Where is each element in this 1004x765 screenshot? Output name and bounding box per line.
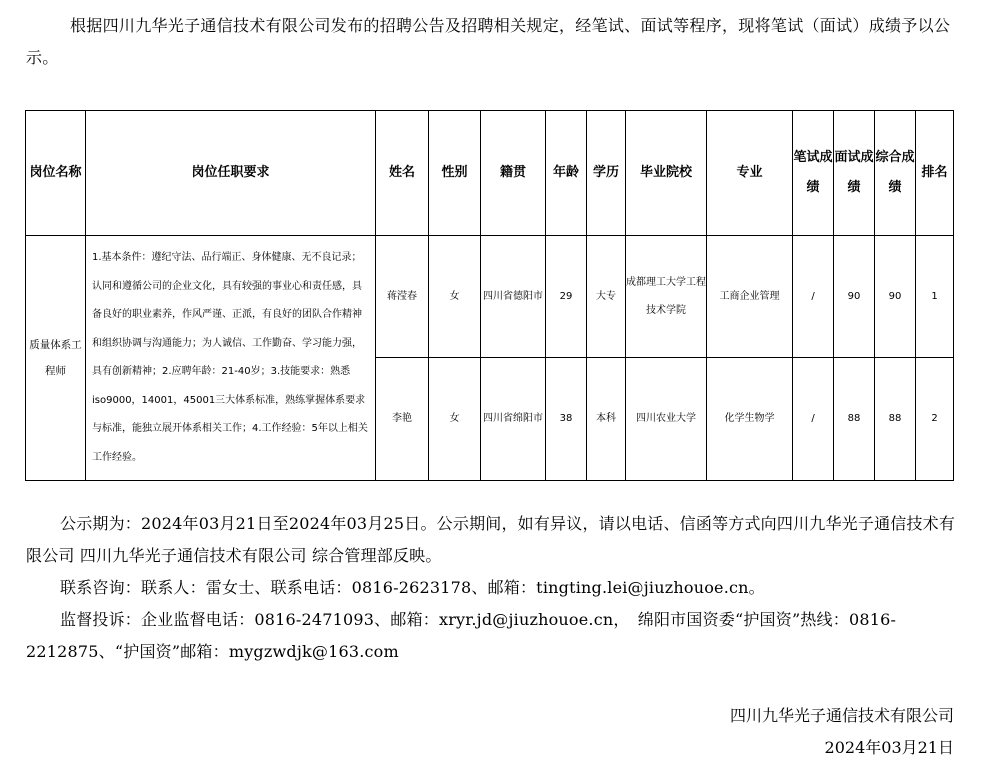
header-post: 岗位名称	[26, 111, 86, 236]
cell-post: 质量体系工程师	[26, 236, 86, 481]
header-requirements: 岗位任职要求	[86, 111, 376, 236]
notice-contact: 联系咨询：联系人：雷女士、联系电话：0816-2623178、邮箱：tingting.lei@jiuzhouoe.cn。	[60, 578, 765, 597]
cell-origin: 四川省德阳市	[481, 236, 546, 358]
cell-total-score: 90	[875, 236, 916, 358]
table-row	[26, 236, 954, 358]
header-origin: 籍贯	[481, 111, 546, 236]
results-table	[25, 110, 954, 481]
cell-name: 蒋滢春	[376, 236, 429, 358]
cell-education: 本科	[587, 358, 626, 481]
signature-company: 四川九华光子通信技术有限公司	[729, 706, 954, 725]
header-written-score: 笔试成绩	[793, 111, 834, 236]
header-total-score: 综合成绩	[875, 111, 916, 236]
signature-block	[730, 700, 954, 764]
cell-interview-score: 88	[834, 358, 875, 481]
cell-written-score: /	[793, 236, 834, 358]
table-header-row	[26, 111, 954, 236]
cell-major: 化学生物学	[707, 358, 793, 481]
cell-rank: 1	[916, 236, 954, 358]
cell-education: 大专	[587, 236, 626, 358]
cell-gender: 女	[429, 236, 481, 358]
cell-rank: 2	[916, 358, 954, 481]
header-name: 姓名	[376, 111, 429, 236]
cell-name: 李艳	[376, 358, 429, 481]
header-school: 毕业院校	[626, 111, 707, 236]
header-education: 学历	[587, 111, 626, 236]
cell-origin: 四川省绵阳市	[481, 358, 546, 481]
cell-written-score: /	[793, 358, 834, 481]
cell-age: 38	[546, 358, 587, 481]
notice-period: 公示期为：2024年03月21日至2024年03月25日。公示期间，如有异议，请以电话、信函等方式向四川九华光子通信技术有限公司 四川九华光子通信技术有限公司 综合管理部反映。	[26, 514, 956, 565]
signature-date: 2024年03月21日	[824, 738, 954, 757]
intro-paragraph: 根据四川九华光子通信技术有限公司发布的招聘公告及招聘相关规定，经笔试、面试等程序，现将笔试（面试）成绩予以公示。	[26, 16, 951, 67]
cell-total-score: 88	[875, 358, 916, 481]
cell-gender: 女	[429, 358, 481, 481]
header-interview-score: 面试成绩	[834, 111, 875, 236]
cell-age: 29	[546, 236, 587, 358]
cell-school: 四川农业大学	[626, 358, 707, 481]
cell-major: 工商企业管理	[707, 236, 793, 358]
header-rank: 排名	[916, 111, 954, 236]
cell-school: 成都理工大学工程技术学院	[626, 236, 707, 358]
notice-supervision: 监督投诉：企业监督电话：0816-2471093、邮箱：xryr.jd@jiuzhouoe.cn， 绵阳市国资委“护国资”热线：0816-2212875、“护国资”邮箱：mygzwdjk@163.com	[26, 610, 897, 661]
cell-interview-score: 90	[834, 236, 875, 358]
header-age: 年龄	[546, 111, 587, 236]
header-gender: 性别	[429, 111, 481, 236]
cell-requirements: 1.基本条件：遵纪守法、品行端正、身体健康、无不良记录；认同和遵循公司的企业文化，具有较强的事业心和责任感，具备良好的职业素养，作风严谨、正派，有良好的团队合作精神和组织协调与沟通能力；为人诚信、工作勤奋、学习能力强，具有创新精神；2.应聘年龄：21-40岁；3.技能要求：熟悉iso9000，14001，45001三大体系标准，熟练掌握体系要求与标准，能独立展开体系相关工作；4.工作经验：5年以上相关工作经验。	[86, 236, 376, 481]
header-major: 专业	[707, 111, 793, 236]
notice-section	[26, 508, 966, 668]
